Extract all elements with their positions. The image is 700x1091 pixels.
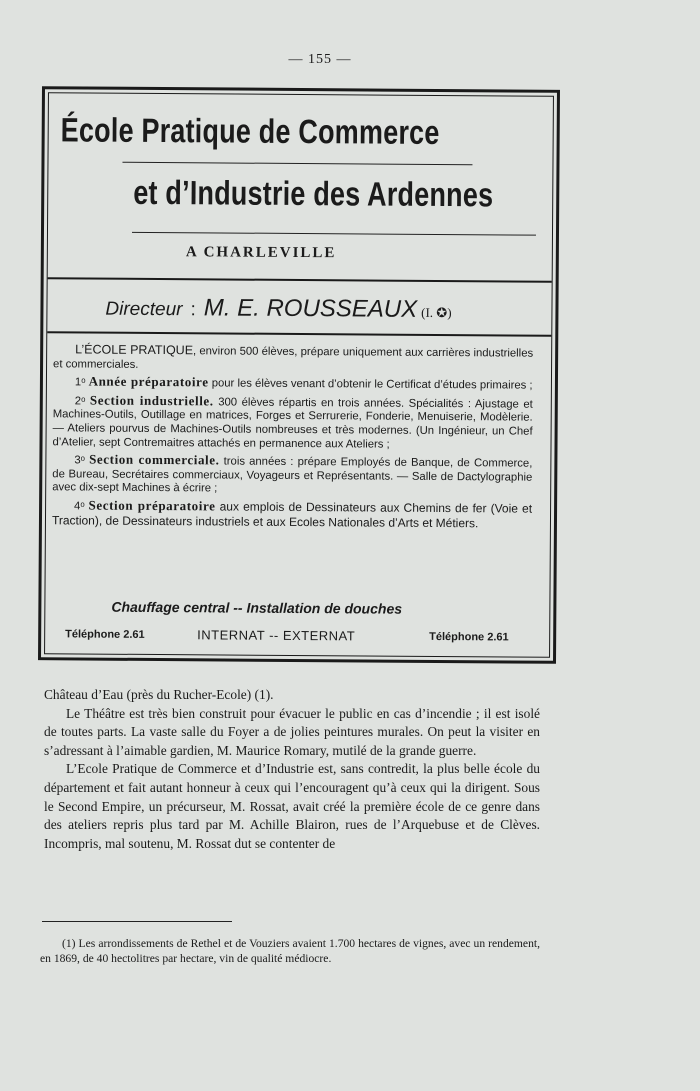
section-1-number: 1ᵒ <box>74 376 86 389</box>
section-3-number: 3ᵒ <box>74 454 85 467</box>
telephone-right: Téléphone 2.61 <box>429 630 509 644</box>
section-2-title: Section industrielle. <box>89 392 214 409</box>
footnote-text: (1) Les arrondissements de Rethel et de Vouziers avaient 1.700 hectares de vignes, avec un rendement, en 1869, de 40 hectolitres par hectare, vin de qualité médiocre. <box>40 937 540 965</box>
body-paragraph-3: L’Ecole Pratique de Commerce et d’Industrie est, sans contredit, la plus belle école du département et fait autant honneur à ceux qui l’encouragent qu’à ceux qui la dirigent. Sous le Second Empire, un précurseur, M. Rossat, avait créé la première école de ce genre dans des ateliers repris plus tard par M. Achille Blairon, rues de l’Arquebuse et de Clèves. Incompris, mal soutenu, M. Rossat dut se contenter de <box>44 761 540 851</box>
section-1-text: pour les élèves venant d’obtenir le Certificat d’études primaires ; <box>208 377 533 392</box>
director-distinction: (I. ✪) <box>421 304 452 321</box>
body-text <box>44 686 540 853</box>
section-3-text: trois années : prépare Employés de Banque, de Commerce, de Bureau, Secrétaires commerciaux, Voyageurs et Représentants. — Salle de Dactylographie avec dix-sept Machines à écrire ; <box>52 455 533 495</box>
section-4-title: Section préparatoire <box>88 497 216 514</box>
school-title-line-1: École Pratique de Commerce <box>60 111 440 152</box>
footnote-rule <box>42 921 232 922</box>
section-4-paragraph <box>52 498 532 532</box>
title-underline-2 <box>132 232 536 236</box>
section-1-title: Année préparatoire <box>88 373 209 390</box>
divider-rule <box>47 331 551 337</box>
advertisement-box <box>38 86 560 664</box>
advertisement-body <box>52 343 533 534</box>
director-label: Directeur <box>105 298 183 321</box>
intro-lead: L’ÉCOLE PRATIQUE <box>75 342 194 358</box>
school-city: A CHARLEVILLE <box>185 244 337 262</box>
body-paragraph-2: Le Théâtre est très bien construit pour évacuer le public en cas d’incendie ; il est isolé de toutes parts. La vaste salle du Foyer a de jolies peintures murales. On peut la visiter en s’adressant à l’aimable gardien, M. Maurice Romary, mutilé de la grande guerre. <box>44 705 540 758</box>
divider-rule <box>48 277 552 283</box>
director-name: M. E. ROUSSEAUX <box>203 294 418 323</box>
section-3-title: Section commerciale. <box>89 451 220 468</box>
telephone-left: Téléphone 2.61 <box>65 628 145 641</box>
intro-text: , environ 500 élèves, prépare uniquement aux carrières industrielles et commerciales. <box>53 345 534 371</box>
director-line <box>105 294 451 324</box>
page-number: — 155 — <box>288 52 352 67</box>
amenities-line: Chauffage central -- Installation de douches <box>111 598 403 617</box>
section-2-text: 300 élèves répartis en trois années. Spécialités : Ajustage et Machines-Outils, Outillage en matrices, Forges et Serrurerie, Fonderie, Menuiserie, Modèlerie. — Ateliers pourvus de Machines-Outils nombreuses et très modernes. (Un Ingénieur, un Chef d’Atelier, sept Contremaitres attachés en permanence aux Ateliers ; <box>52 396 533 451</box>
director-colon: : <box>190 299 196 321</box>
section-1-paragraph <box>53 374 533 393</box>
section-2-number: 2ᵒ <box>74 395 86 408</box>
title-underline-1 <box>122 162 472 165</box>
section-3-paragraph <box>52 452 532 498</box>
intro-paragraph <box>53 343 533 375</box>
section-4-number: 4ᵒ <box>74 500 85 513</box>
footnote <box>40 936 540 966</box>
section-4-text: aux emplois de Dessinateurs aux Chemins de fer (Voie et Traction), de Dessinateurs industriels et aux Ecoles Nationales d’Arts et Métiers. <box>51 499 533 530</box>
advertisement-inner-frame <box>44 92 554 658</box>
school-title-line-2: et d’Industrie des Ardennes <box>133 173 494 214</box>
section-2-paragraph <box>52 393 532 453</box>
body-paragraph-1: Château d’Eau (près du Rucher-Ecole) (1). <box>44 687 274 702</box>
boarding-options: INTERNAT -- EXTERNAT <box>197 627 356 644</box>
